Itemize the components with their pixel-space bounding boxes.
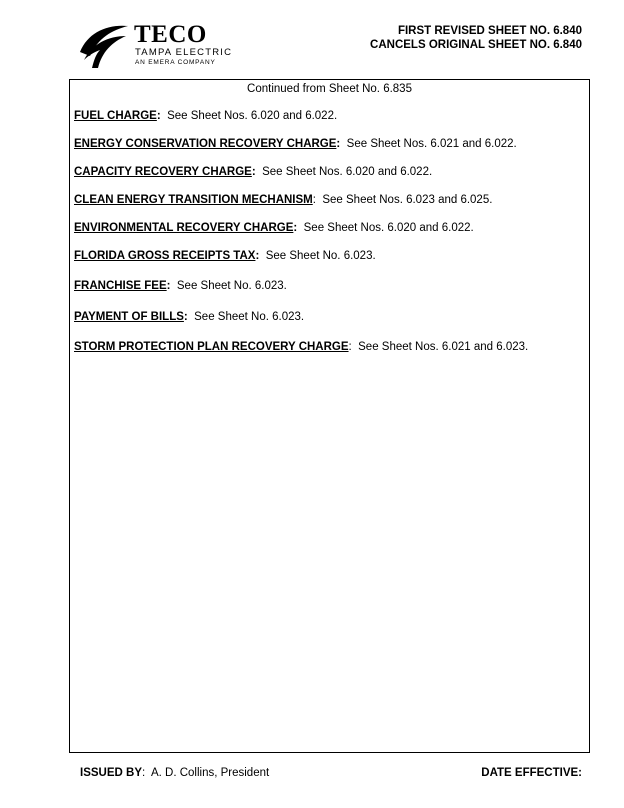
logo-tagline: AN EMERA COMPANY: [135, 59, 216, 66]
tariff-item: FLORIDA GROSS RECEIPTS TAX: See Sheet No. 6.023.: [74, 250, 376, 262]
tariff-item-label: CAPACITY RECOVERY CHARGE: [74, 166, 252, 178]
tariff-item-label: ENVIRONMENTAL RECOVERY CHARGE: [74, 222, 294, 234]
logo-subtitle: TAMPA ELECTRIC: [135, 47, 233, 58]
tariff-item-label: ENERGY CONSERVATION RECOVERY CHARGE: [74, 138, 337, 150]
tariff-item-reference: See Sheet Nos. 6.020 and 6.022.: [303, 222, 474, 234]
tariff-item: CAPACITY RECOVERY CHARGE: See Sheet Nos. 6.020 and 6.022.: [74, 166, 433, 178]
tariff-item-reference: See Sheet No. 6.023.: [176, 280, 287, 292]
sheet-number: FIRST REVISED SHEET NO. 6.840: [397, 25, 582, 37]
tariff-item-reference: See Sheet No. 6.023.: [194, 311, 305, 323]
teco-logo: [78, 20, 258, 70]
tariff-item-label: FRANCHISE FEE: [74, 280, 167, 292]
tariff-item: FRANCHISE FEE: See Sheet No. 6.023.: [74, 280, 287, 292]
date-effective-label: DATE EFFECTIVE:: [481, 767, 582, 779]
issued-by: ISSUED BY: A. D. Collins, President: [80, 767, 270, 779]
teco-swoosh-icon: [78, 22, 130, 70]
tariff-item-label: FLORIDA GROSS RECEIPTS TAX: [74, 250, 256, 262]
tariff-item-reference: See Sheet No. 6.023.: [265, 250, 376, 262]
tariff-item: STORM PROTECTION PLAN RECOVERY CHARGE: See Sheet Nos. 6.021 and 6.023.: [74, 341, 529, 353]
logo-brand: TECO: [134, 21, 207, 48]
issued-by-value: A. D. Collins, President: [150, 767, 270, 779]
tariff-item-reference: See Sheet Nos. 6.020 and 6.022.: [167, 110, 338, 122]
tariff-item-reference: See Sheet Nos. 6.023 and 6.025.: [322, 194, 493, 206]
tariff-item-reference: See Sheet Nos. 6.021 and 6.023.: [358, 341, 529, 353]
tariff-item: ENVIRONMENTAL RECOVERY CHARGE: See Sheet Nos. 6.020 and 6.022.: [74, 222, 474, 234]
tariff-item: FUEL CHARGE: See Sheet Nos. 6.020 and 6.022.: [74, 110, 338, 122]
sheet-cancels: CANCELS ORIGINAL SHEET NO. 6.840: [370, 39, 582, 51]
tariff-item: ENERGY CONSERVATION RECOVERY CHARGE: See Sheet Nos. 6.021 and 6.022.: [74, 138, 517, 150]
sheet-header: [370, 24, 582, 52]
tariff-item-reference: See Sheet Nos. 6.020 and 6.022.: [262, 166, 433, 178]
continued-note: Continued from Sheet No. 6.835: [247, 83, 412, 95]
issued-by-label: ISSUED BY: [80, 767, 142, 779]
tariff-item-label: FUEL CHARGE: [74, 110, 157, 122]
tariff-item-label: STORM PROTECTION PLAN RECOVERY CHARGE: [74, 341, 349, 353]
tariff-item-label: CLEAN ENERGY TRANSITION MECHANISM: [74, 194, 313, 206]
tariff-content-frame: [69, 79, 590, 753]
tariff-item: CLEAN ENERGY TRANSITION MECHANISM: See Sheet Nos. 6.023 and 6.025.: [74, 194, 493, 206]
tariff-item: PAYMENT OF BILLS: See Sheet No. 6.023.: [74, 311, 305, 323]
tariff-item-label: PAYMENT OF BILLS: [74, 311, 184, 323]
tariff-item-reference: See Sheet Nos. 6.021 and 6.022.: [346, 138, 517, 150]
